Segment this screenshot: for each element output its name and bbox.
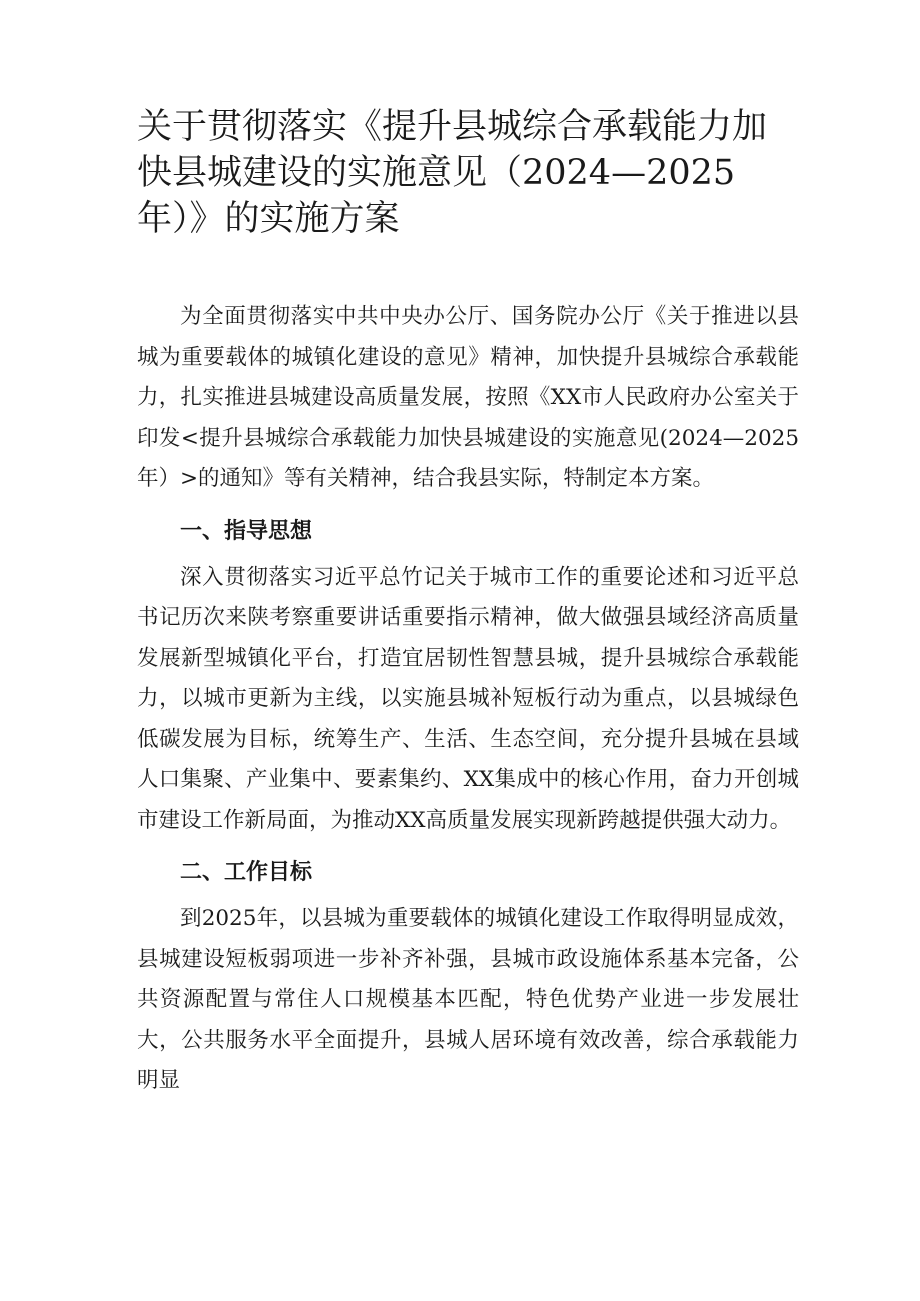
section-heading-work-goals: 二、工作目标	[180, 860, 313, 885]
intro-paragraph: 为全面贯彻落实中共中央办公厅、国务院办公厅《关于推进以县城为重要载体的城镇化建设的意见》精神，加快提升县城综合承载能力，扎实推进县城建设高质量发展，按照《XX市人民政府办公室关于印发<提升县城综合承载能力加快县城建设的实施意见(2024—2025年）>的通知》等有关精神，结合我县实际，特制定本方案。	[137, 304, 799, 491]
section-paragraph-guiding-ideology: 深入贯彻落实习近平总竹记关于城市工作的重要论述和习近平总书记历次来陕考察重要讲话重要指示精神，做大做强县域经济高质量发展新型城镇化平台，打造宜居韧性智慧县城，提升县城综合承载能力，以城市更新为主线，以实施县城补短板行动为重点，以县城绿色低碳发展为目标，统筹生产、生活、生态空间，充分提升县城在县域人口集聚、产业集中、要素集约、XX集成中的核心作用，奋力开创城市建设工作新局面，为推动XX高质量发展实现新跨越提供强大动力。	[137, 564, 799, 833]
section-heading-guiding-ideology: 一、指导思想	[180, 518, 313, 544]
section-paragraph-work-goals: 到2025年，以县城为重要载体的城镇化建设工作取得明显成效，县城建设短板弱项进一步补齐补强，县城市政设施体系基本完备，公共资源配置与常住人口规模基本匹配，特色优势产业进一步发展壮大，公共服务水平全面提升，县城人居环境有效改善，综合承载能力明显	[137, 906, 799, 1093]
document-body	[137, 297, 799, 1102]
document-title: 关于贯彻落实《提升县城综合承载能力加快县城建设的实施意见（2024—2025年）》的实施方案	[137, 107, 768, 239]
